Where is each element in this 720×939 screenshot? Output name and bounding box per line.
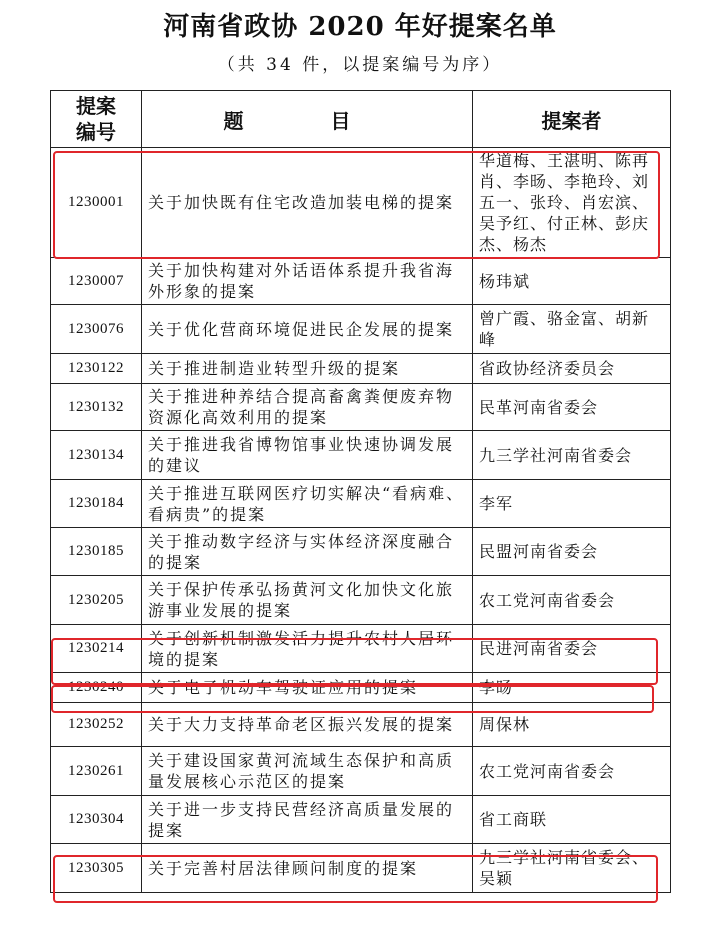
proposal-topic: 关于大力支持革命老区振兴发展的提案: [142, 703, 473, 747]
proposal-proposer: 李军: [473, 480, 671, 528]
proposal-id: 1230184: [51, 480, 142, 528]
table-header-row: [51, 91, 671, 148]
proposal-topic: 关于保护传承弘扬黄河文化加快文化旅游事业发展的提案: [142, 576, 473, 625]
proposal-id: 1230240: [51, 673, 142, 703]
proposal-id: 1230076: [51, 305, 142, 354]
table-row: [51, 673, 671, 703]
proposal-id: 1230132: [51, 384, 142, 431]
table-row: [51, 431, 671, 480]
proposal-proposer: 九三学社河南省委会、吴颖: [473, 844, 671, 893]
proposal-proposer: 杨玮斌: [473, 258, 671, 305]
proposal-proposer: 曾广霞、骆金富、胡新峰: [473, 305, 671, 354]
proposal-id: 1230205: [51, 576, 142, 625]
proposal-topic: 关于推进互联网医疗切实解决“看病难、看病贵”的提案: [142, 480, 473, 528]
proposal-proposer: 民盟河南省委会: [473, 528, 671, 576]
table-row: [51, 258, 671, 305]
proposal-id: 1230252: [51, 703, 142, 747]
proposal-id: 1230305: [51, 844, 142, 893]
proposal-id: 1230214: [51, 625, 142, 673]
header-proposal-id: [51, 91, 142, 148]
proposal-id: 1230261: [51, 747, 142, 796]
proposal-proposer: 省政协经济委员会: [473, 354, 671, 384]
table-row: [51, 148, 671, 258]
proposal-topic: 关于推进制造业转型升级的提案: [142, 354, 473, 384]
proposal-topic: 关于推动数字经济与实体经济深度融合的提案: [142, 528, 473, 576]
proposal-id: 1230134: [51, 431, 142, 480]
proposal-id: 1230001: [51, 148, 142, 258]
table-row: [51, 844, 671, 893]
proposal-topic: 关于创新机制激发活力提升农村人居环境的提案: [142, 625, 473, 673]
proposal-topic: 关于加快既有住宅改造加装电梯的提案: [142, 148, 473, 258]
proposal-topic: 关于进一步支持民营经济高质量发展的提案: [142, 796, 473, 844]
document-title: 河南省政协 2020 年好提案名单: [163, 12, 557, 42]
proposal-proposer: 省工商联: [473, 796, 671, 844]
proposal-proposer: 农工党河南省委会: [473, 747, 671, 796]
table-row: [51, 384, 671, 431]
table-row: [51, 528, 671, 576]
proposal-id: 1230304: [51, 796, 142, 844]
proposal-proposer: 华道梅、王湛明、陈再肖、李旸、李艳玲、刘五一、张玲、肖宏滨、吴予红、付正林、彭庆杰、杨杰: [473, 148, 671, 258]
proposal-topic: 关于建设国家黄河流域生态保护和高质量发展核心示范区的提案: [142, 747, 473, 796]
proposal-proposer: 民进河南省委会: [473, 625, 671, 673]
proposal-topic: 关于电子机动车驾驶证应用的提案: [142, 673, 473, 703]
proposal-proposer: 周保林: [473, 703, 671, 747]
proposal-topic: 关于加快构建对外话语体系提升我省海外形象的提案: [142, 258, 473, 305]
table-row: [51, 796, 671, 844]
table-row: [51, 747, 671, 796]
header-id-line1: 提案: [76, 94, 116, 118]
proposal-topic: 关于优化营商环境促进民企发展的提案: [142, 305, 473, 354]
header-id-line2: 编号: [76, 120, 116, 144]
proposal-proposer: 九三学社河南省委会: [473, 431, 671, 480]
proposal-proposer: 农工党河南省委会: [473, 576, 671, 625]
table-row: [51, 354, 671, 384]
proposal-table: [50, 90, 671, 893]
header-topic: 题 目: [142, 91, 473, 148]
header-proposer: 提案者: [473, 91, 671, 148]
proposal-topic: 关于推进我省博物馆事业快速协调发展的建议: [142, 431, 473, 480]
proposal-topic: 关于推进种养结合提高畜禽粪便废弃物资源化高效利用的提案: [142, 384, 473, 431]
proposal-id: 1230185: [51, 528, 142, 576]
proposal-topic: 关于完善村居法律顾问制度的提案: [142, 844, 473, 893]
document-subtitle: （共 34 件，以提案编号为序）: [217, 55, 503, 75]
proposal-proposer: 李旸: [473, 673, 671, 703]
table-row: [51, 576, 671, 625]
table-row: [51, 305, 671, 354]
proposal-id: 1230007: [51, 258, 142, 305]
table-row: [51, 480, 671, 528]
proposal-id: 1230122: [51, 354, 142, 384]
table-row: [51, 703, 671, 747]
proposal-proposer: 民革河南省委会: [473, 384, 671, 431]
table-row: [51, 625, 671, 673]
